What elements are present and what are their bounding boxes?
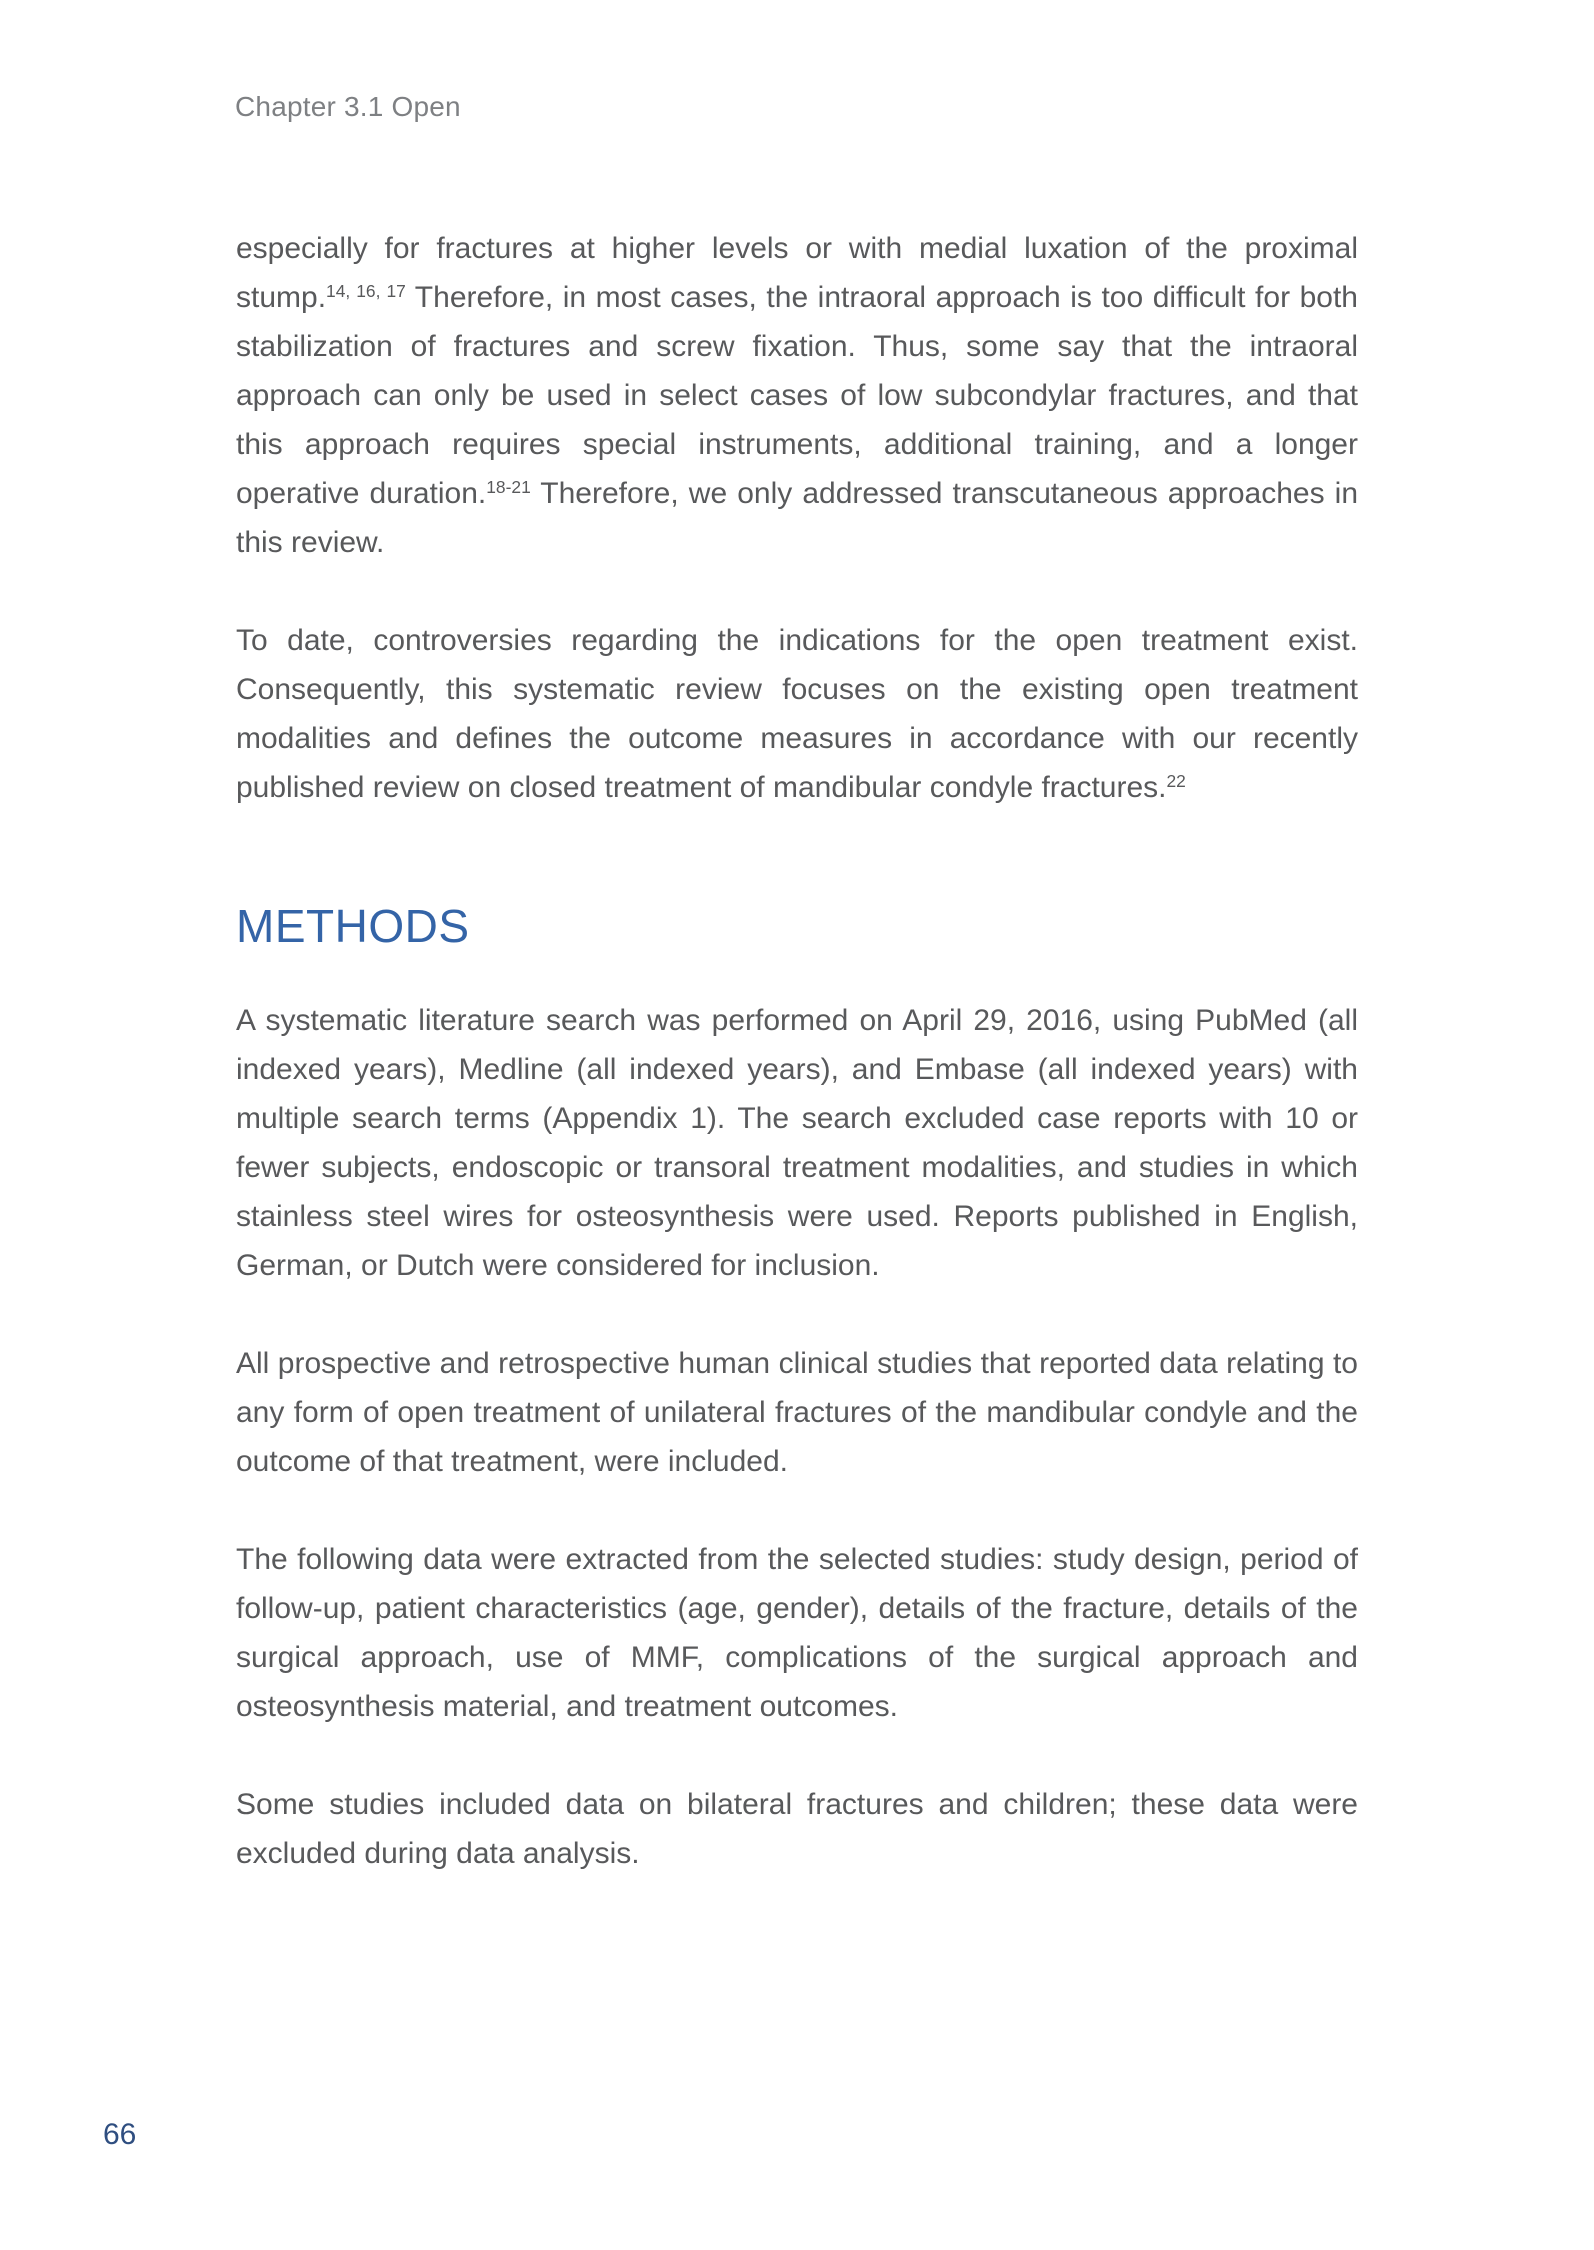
- paragraph-text: To date, controversies regarding the indications for the open treatment exist. Consequently, this systematic review focuses on the existing open treatment modalities and defines the outcome measures in accordance with our recently published review on closed treatment of mandibular condyle fractures.: [236, 624, 1358, 804]
- citation-superscript: 22: [1166, 771, 1186, 792]
- paragraph-methods-4: Some studies included data on bilateral fractures and children; these data were excluded during data analysis.: [236, 1788, 1358, 1870]
- paragraph-intro-1: [236, 224, 1358, 567]
- paragraph-methods-2: All prospective and retrospective human clinical studies that reported data relating to any form of open treatment of unilateral fractures of the mandibular condyle and the outcome of that treatment, were included.: [236, 1347, 1358, 1478]
- page-number: 66: [103, 2118, 137, 2151]
- citation-superscript: 18-21: [486, 477, 531, 498]
- paragraph-methods-3: The following data were extracted from the selected studies: study design, period of follow-up, patient characteristics (age, gender), details of the fracture, details of the surgical approach, use of MMF, complications of the surgical approach and osteosynthesis material, and treatment outcomes.: [236, 1543, 1358, 1723]
- paragraph-text: Therefore, in most cases, the intraoral approach is too difficult for both stabilization of fractures and screw fixation. Thus, some say that the intraoral approach can only be used in select cases of low subcondylar fractures, and that this approach requires special instruments, additional training, and a longer operative duration.: [236, 281, 1358, 510]
- citation-superscript: 14, 16, 17: [326, 281, 406, 302]
- running-header: Chapter 3.1 Open: [235, 91, 461, 122]
- page-body: [236, 224, 1358, 1878]
- paragraph-intro-2: [236, 616, 1358, 812]
- paragraph-text: Therefore, we only addressed transcutaneous approaches in this review.: [236, 477, 1359, 559]
- section-heading-methods: METHODS: [236, 900, 470, 952]
- paragraph-methods-1: A systematic literature search was performed on April 29, 2016, using PubMed (all indexed years), Medline (all indexed years), and Embase (all indexed years) with multiple search terms (Appendix 1). The search excluded case reports with 10 or fewer subjects, endoscopic or transoral treatment modalities, and studies in which stainless steel wires for osteosynthesis were used. Reports published in English, German, or Dutch were considered for inclusion.: [236, 1004, 1358, 1282]
- paragraph-text: especially for fractures at higher levels or with medial luxation of the proximal stump.: [236, 232, 1358, 314]
